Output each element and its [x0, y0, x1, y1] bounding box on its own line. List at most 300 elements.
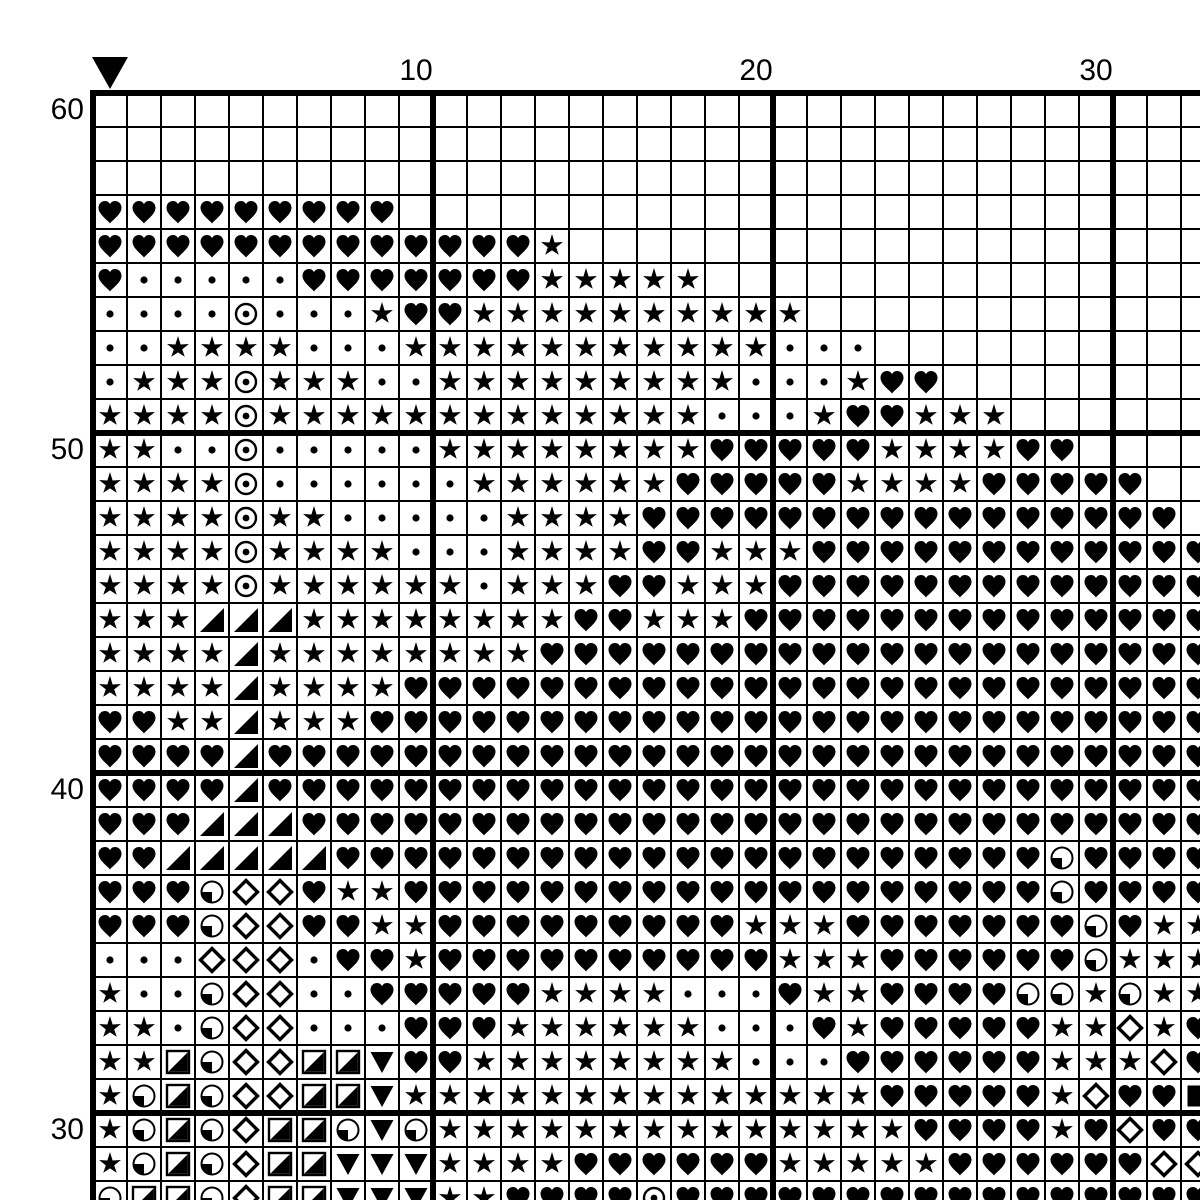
heart-icon [773, 603, 807, 637]
heart-icon [875, 637, 909, 671]
grid-cell [909, 433, 943, 467]
heart-icon [1079, 807, 1113, 841]
diamond-icon [1113, 1011, 1147, 1045]
star-icon [127, 569, 161, 603]
star-icon [637, 263, 671, 297]
grid-line-vertical [90, 90, 96, 1200]
heart-icon [1079, 569, 1113, 603]
star-icon [569, 263, 603, 297]
grid-line-vertical [262, 90, 264, 1200]
star-icon [399, 909, 433, 943]
heart-icon [1011, 637, 1045, 671]
grid-cell [365, 263, 399, 297]
grid-cell [603, 433, 637, 467]
grid-cell [433, 875, 467, 909]
heart-icon [501, 1181, 535, 1200]
grid-cell [161, 1079, 195, 1113]
star-icon [841, 1079, 875, 1113]
grid-cell [1079, 807, 1113, 841]
star-icon [195, 467, 229, 501]
heart-icon [297, 263, 331, 297]
grid-cell [535, 773, 569, 807]
heart-icon [943, 807, 977, 841]
grid-cell [1147, 569, 1181, 603]
dot-icon [331, 297, 365, 331]
star-icon [807, 943, 841, 977]
grid-cell [1045, 467, 1079, 501]
star-icon [637, 365, 671, 399]
star-icon [603, 535, 637, 569]
grid-cell [229, 399, 263, 433]
grid-cell [297, 603, 331, 637]
grid-cell [943, 705, 977, 739]
grid-line-horizontal [90, 398, 1200, 400]
grid-cell [195, 297, 229, 331]
grid-line-vertical [568, 90, 570, 1200]
grid-cell [535, 1181, 569, 1200]
grid-cell [229, 773, 263, 807]
grid-cell [467, 773, 501, 807]
grid-line-vertical [534, 90, 536, 1200]
heart-icon [501, 773, 535, 807]
circled-dot-icon [229, 535, 263, 569]
grid-cell [943, 1045, 977, 1079]
star-icon [127, 1011, 161, 1045]
grid-cell [535, 637, 569, 671]
heart-icon [603, 807, 637, 841]
row-label-30: 30 [50, 1113, 84, 1146]
grid-cell [705, 467, 739, 501]
grid-cell [93, 739, 127, 773]
down-triangle-icon [365, 1113, 399, 1147]
star-icon [807, 1079, 841, 1113]
heart-icon [705, 501, 739, 535]
heart-icon [535, 637, 569, 671]
heart-icon [603, 671, 637, 705]
grid-cell [365, 399, 399, 433]
star-icon [671, 331, 705, 365]
star-icon [773, 297, 807, 331]
grid-cell [1079, 1045, 1113, 1079]
heart-icon [1011, 433, 1045, 467]
heart-icon [841, 433, 875, 467]
heart-icon [1045, 535, 1079, 569]
heart-icon [1113, 603, 1147, 637]
grid-cell [875, 1147, 909, 1181]
dot-icon [841, 331, 875, 365]
grid-line-vertical [330, 90, 332, 1200]
heart-icon [977, 875, 1011, 909]
star-icon [535, 535, 569, 569]
star-icon [127, 603, 161, 637]
quarter-pie-icon [1011, 977, 1045, 1011]
grid-cell [263, 807, 297, 841]
grid-cell [671, 1045, 705, 1079]
grid-cell [263, 977, 297, 1011]
quarter-pie-icon [1045, 875, 1079, 909]
grid-cell [909, 501, 943, 535]
grid-cell [535, 875, 569, 909]
heart-icon [875, 739, 909, 773]
grid-cell [1045, 705, 1079, 739]
grid-cell [875, 637, 909, 671]
grid-cell [1079, 1181, 1113, 1200]
grid-cell [229, 637, 263, 671]
heart-icon [127, 705, 161, 739]
grid-line-vertical [1010, 90, 1012, 1200]
heart-icon [1011, 535, 1045, 569]
grid-cell [263, 705, 297, 739]
heart-icon [1079, 637, 1113, 671]
grid-cell [1113, 739, 1147, 773]
grid-cell [943, 1147, 977, 1181]
grid-cell [739, 841, 773, 875]
heart-icon [1147, 1113, 1181, 1147]
half-square-icon [263, 1113, 297, 1147]
grid-cell [705, 1011, 739, 1045]
grid-cell [433, 399, 467, 433]
star-icon [569, 1079, 603, 1113]
heart-icon [773, 671, 807, 705]
grid-cell [501, 671, 535, 705]
heart-icon [501, 807, 535, 841]
grid-cell [297, 535, 331, 569]
grid-cell [841, 875, 875, 909]
heart-icon [467, 943, 501, 977]
heart-icon [467, 875, 501, 909]
heart-icon [909, 501, 943, 535]
grid-cell [365, 365, 399, 399]
heart-icon [977, 535, 1011, 569]
grid-cell [195, 365, 229, 399]
grid-cell [263, 535, 297, 569]
grid-cell [943, 501, 977, 535]
solid-square-icon [1181, 1079, 1200, 1113]
grid-cell [297, 671, 331, 705]
star-icon [93, 671, 127, 705]
grid-cell [1113, 1045, 1147, 1079]
heart-icon [671, 807, 705, 841]
grid-cell [909, 1147, 943, 1181]
grid-cell [807, 1011, 841, 1045]
heart-icon [977, 1113, 1011, 1147]
grid-cell [433, 1011, 467, 1045]
heart-icon [433, 875, 467, 909]
heart-icon [501, 671, 535, 705]
heart-icon [977, 1079, 1011, 1113]
grid-cell [127, 331, 161, 365]
grid-cell [807, 331, 841, 365]
heart-icon [943, 535, 977, 569]
star-icon [161, 365, 195, 399]
star-icon [501, 1147, 535, 1181]
grid-cell [909, 1011, 943, 1045]
star-icon [671, 1011, 705, 1045]
grid-cell [943, 909, 977, 943]
quarter-pie-icon [399, 1113, 433, 1147]
grid-line-horizontal [90, 194, 1200, 196]
triangle-lower-right-icon [229, 603, 263, 637]
grid-cell [841, 1011, 875, 1045]
grid-cell [1113, 1113, 1147, 1147]
heart-icon [93, 841, 127, 875]
star-icon [569, 1113, 603, 1147]
heart-icon [705, 1147, 739, 1181]
heart-icon [535, 705, 569, 739]
grid-line-horizontal [90, 296, 1200, 298]
heart-icon [569, 875, 603, 909]
grid-cell [297, 297, 331, 331]
heart-icon [501, 229, 535, 263]
grid-cell [263, 943, 297, 977]
heart-icon [569, 841, 603, 875]
dot-icon [229, 263, 263, 297]
heart-icon [671, 909, 705, 943]
grid-cell [603, 399, 637, 433]
dot-icon [705, 1011, 739, 1045]
heart-icon [1045, 1181, 1079, 1200]
circled-dot-icon [229, 297, 263, 331]
grid-cell [569, 977, 603, 1011]
heart-icon [1011, 467, 1045, 501]
grid-cell [1079, 569, 1113, 603]
circled-dot-icon [229, 399, 263, 433]
heart-icon [977, 603, 1011, 637]
star-icon [433, 569, 467, 603]
grid-cell [1113, 501, 1147, 535]
grid-cell [297, 399, 331, 433]
star-icon [93, 603, 127, 637]
heart-icon [705, 433, 739, 467]
star-icon [467, 433, 501, 467]
heart-icon [1045, 705, 1079, 739]
dot-icon [195, 297, 229, 331]
grid-cell [977, 875, 1011, 909]
star-icon [93, 433, 127, 467]
grid-cell [977, 977, 1011, 1011]
grid-cell [297, 1011, 331, 1045]
star-icon [637, 467, 671, 501]
grid-line-vertical [770, 90, 776, 1200]
heart-icon [841, 705, 875, 739]
star-icon [637, 977, 671, 1011]
grid-cell [841, 1113, 875, 1147]
grid-cell [263, 1147, 297, 1181]
grid-cell [93, 773, 127, 807]
grid-cell [195, 977, 229, 1011]
heart-icon [1079, 535, 1113, 569]
diamond-icon [263, 1045, 297, 1079]
grid-cell [331, 705, 365, 739]
star-icon [263, 501, 297, 535]
grid-cell [739, 603, 773, 637]
grid-cell [1147, 535, 1181, 569]
star-icon [93, 501, 127, 535]
star-icon [909, 399, 943, 433]
grid-line-vertical [430, 90, 436, 1200]
heart-icon [1045, 603, 1079, 637]
heart-icon [705, 705, 739, 739]
half-square-icon [263, 1147, 297, 1181]
heart-icon [1011, 501, 1045, 535]
heart-icon [229, 229, 263, 263]
dot-icon [467, 501, 501, 535]
heart-icon [807, 739, 841, 773]
grid-cell [297, 365, 331, 399]
heart-icon [705, 637, 739, 671]
star-icon [909, 1147, 943, 1181]
star-icon [535, 977, 569, 1011]
heart-icon [943, 1045, 977, 1079]
grid-cell [195, 399, 229, 433]
heart-icon [1181, 1045, 1200, 1079]
grid-cell [1147, 909, 1181, 943]
grid-cell [297, 637, 331, 671]
grid-cell [603, 535, 637, 569]
heart-icon [501, 705, 535, 739]
grid-cell [671, 1147, 705, 1181]
grid-cell [399, 399, 433, 433]
grid-cell [875, 1079, 909, 1113]
star-icon [161, 331, 195, 365]
star-icon [501, 467, 535, 501]
grid-cell [1113, 671, 1147, 705]
heart-icon [93, 195, 127, 229]
quarter-pie-icon [1045, 841, 1079, 875]
heart-icon [1147, 875, 1181, 909]
heart-icon [943, 1079, 977, 1113]
triangle-lower-right-icon [263, 841, 297, 875]
star-icon [535, 297, 569, 331]
grid-line-vertical [194, 90, 196, 1200]
grid-cell [909, 671, 943, 705]
grid-cell [93, 977, 127, 1011]
grid-cell [705, 773, 739, 807]
half-square-icon [331, 1079, 365, 1113]
heart-icon [807, 433, 841, 467]
heart-icon [1181, 603, 1200, 637]
star-icon [229, 331, 263, 365]
grid-cell [603, 841, 637, 875]
grid-cell [637, 603, 671, 637]
dot-icon [739, 977, 773, 1011]
heart-icon [195, 195, 229, 229]
star-icon [501, 297, 535, 331]
grid-cell [93, 535, 127, 569]
grid-cell [467, 263, 501, 297]
heart-icon [1113, 637, 1147, 671]
dot-icon [739, 1011, 773, 1045]
dot-icon [331, 977, 365, 1011]
grid-cell [501, 977, 535, 1011]
star-icon [569, 399, 603, 433]
circled-dot-icon [229, 569, 263, 603]
star-icon [263, 365, 297, 399]
grid-cell [569, 841, 603, 875]
heart-icon [501, 909, 535, 943]
grid-cell [569, 365, 603, 399]
grid-cell [1147, 841, 1181, 875]
star-icon [365, 603, 399, 637]
grid-cell [603, 1079, 637, 1113]
heart-icon [433, 807, 467, 841]
grid-cell [943, 875, 977, 909]
grid-cell [977, 535, 1011, 569]
grid-cell [1011, 535, 1045, 569]
grid-cell [1181, 1011, 1200, 1045]
quarter-pie-icon [195, 875, 229, 909]
heart-icon [535, 739, 569, 773]
grid-cell [637, 977, 671, 1011]
star-icon [569, 1045, 603, 1079]
heart-icon [739, 433, 773, 467]
star-icon [603, 467, 637, 501]
heart-icon [467, 739, 501, 773]
grid-cell [93, 1045, 127, 1079]
star-icon [195, 365, 229, 399]
grid-cell [1147, 1079, 1181, 1113]
heart-icon [637, 535, 671, 569]
grid-cell [875, 773, 909, 807]
grid-cell [93, 1147, 127, 1181]
dot-icon [161, 433, 195, 467]
grid-cell [1011, 943, 1045, 977]
star-icon [807, 1113, 841, 1147]
heart-icon [671, 1147, 705, 1181]
star-icon [263, 671, 297, 705]
heart-icon [467, 807, 501, 841]
half-square-icon [297, 1045, 331, 1079]
grid-cell [467, 1079, 501, 1113]
heart-icon [943, 841, 977, 875]
grid-line-horizontal [90, 364, 1200, 366]
star-icon [841, 943, 875, 977]
grid-cell [875, 705, 909, 739]
grid-cell [671, 1011, 705, 1045]
grid-cell [1045, 1147, 1079, 1181]
grid-cell [773, 331, 807, 365]
half-square-icon [297, 1079, 331, 1113]
grid-cell [773, 535, 807, 569]
dot-icon [331, 467, 365, 501]
dot-icon [161, 1011, 195, 1045]
heart-icon [1011, 569, 1045, 603]
grid-cell [603, 603, 637, 637]
grid-cell [1147, 637, 1181, 671]
grid-cell [127, 841, 161, 875]
heart-icon [841, 501, 875, 535]
grid-cell [603, 331, 637, 365]
grid-line-horizontal [90, 160, 1200, 162]
heart-icon [671, 671, 705, 705]
heart-icon [1113, 1181, 1147, 1200]
grid-line-horizontal [90, 568, 1200, 570]
grid-cell [807, 943, 841, 977]
grid-cell [1147, 501, 1181, 535]
grid-line-horizontal [90, 330, 1200, 332]
star-icon [263, 535, 297, 569]
heart-icon [433, 943, 467, 977]
diamond-icon [229, 1181, 263, 1200]
heart-icon [977, 1181, 1011, 1200]
grid-cell [195, 773, 229, 807]
heart-icon [467, 671, 501, 705]
grid-cell [739, 637, 773, 671]
heart-icon [977, 671, 1011, 705]
quarter-pie-icon [195, 1113, 229, 1147]
heart-icon [1045, 433, 1079, 467]
star-icon [705, 1113, 739, 1147]
